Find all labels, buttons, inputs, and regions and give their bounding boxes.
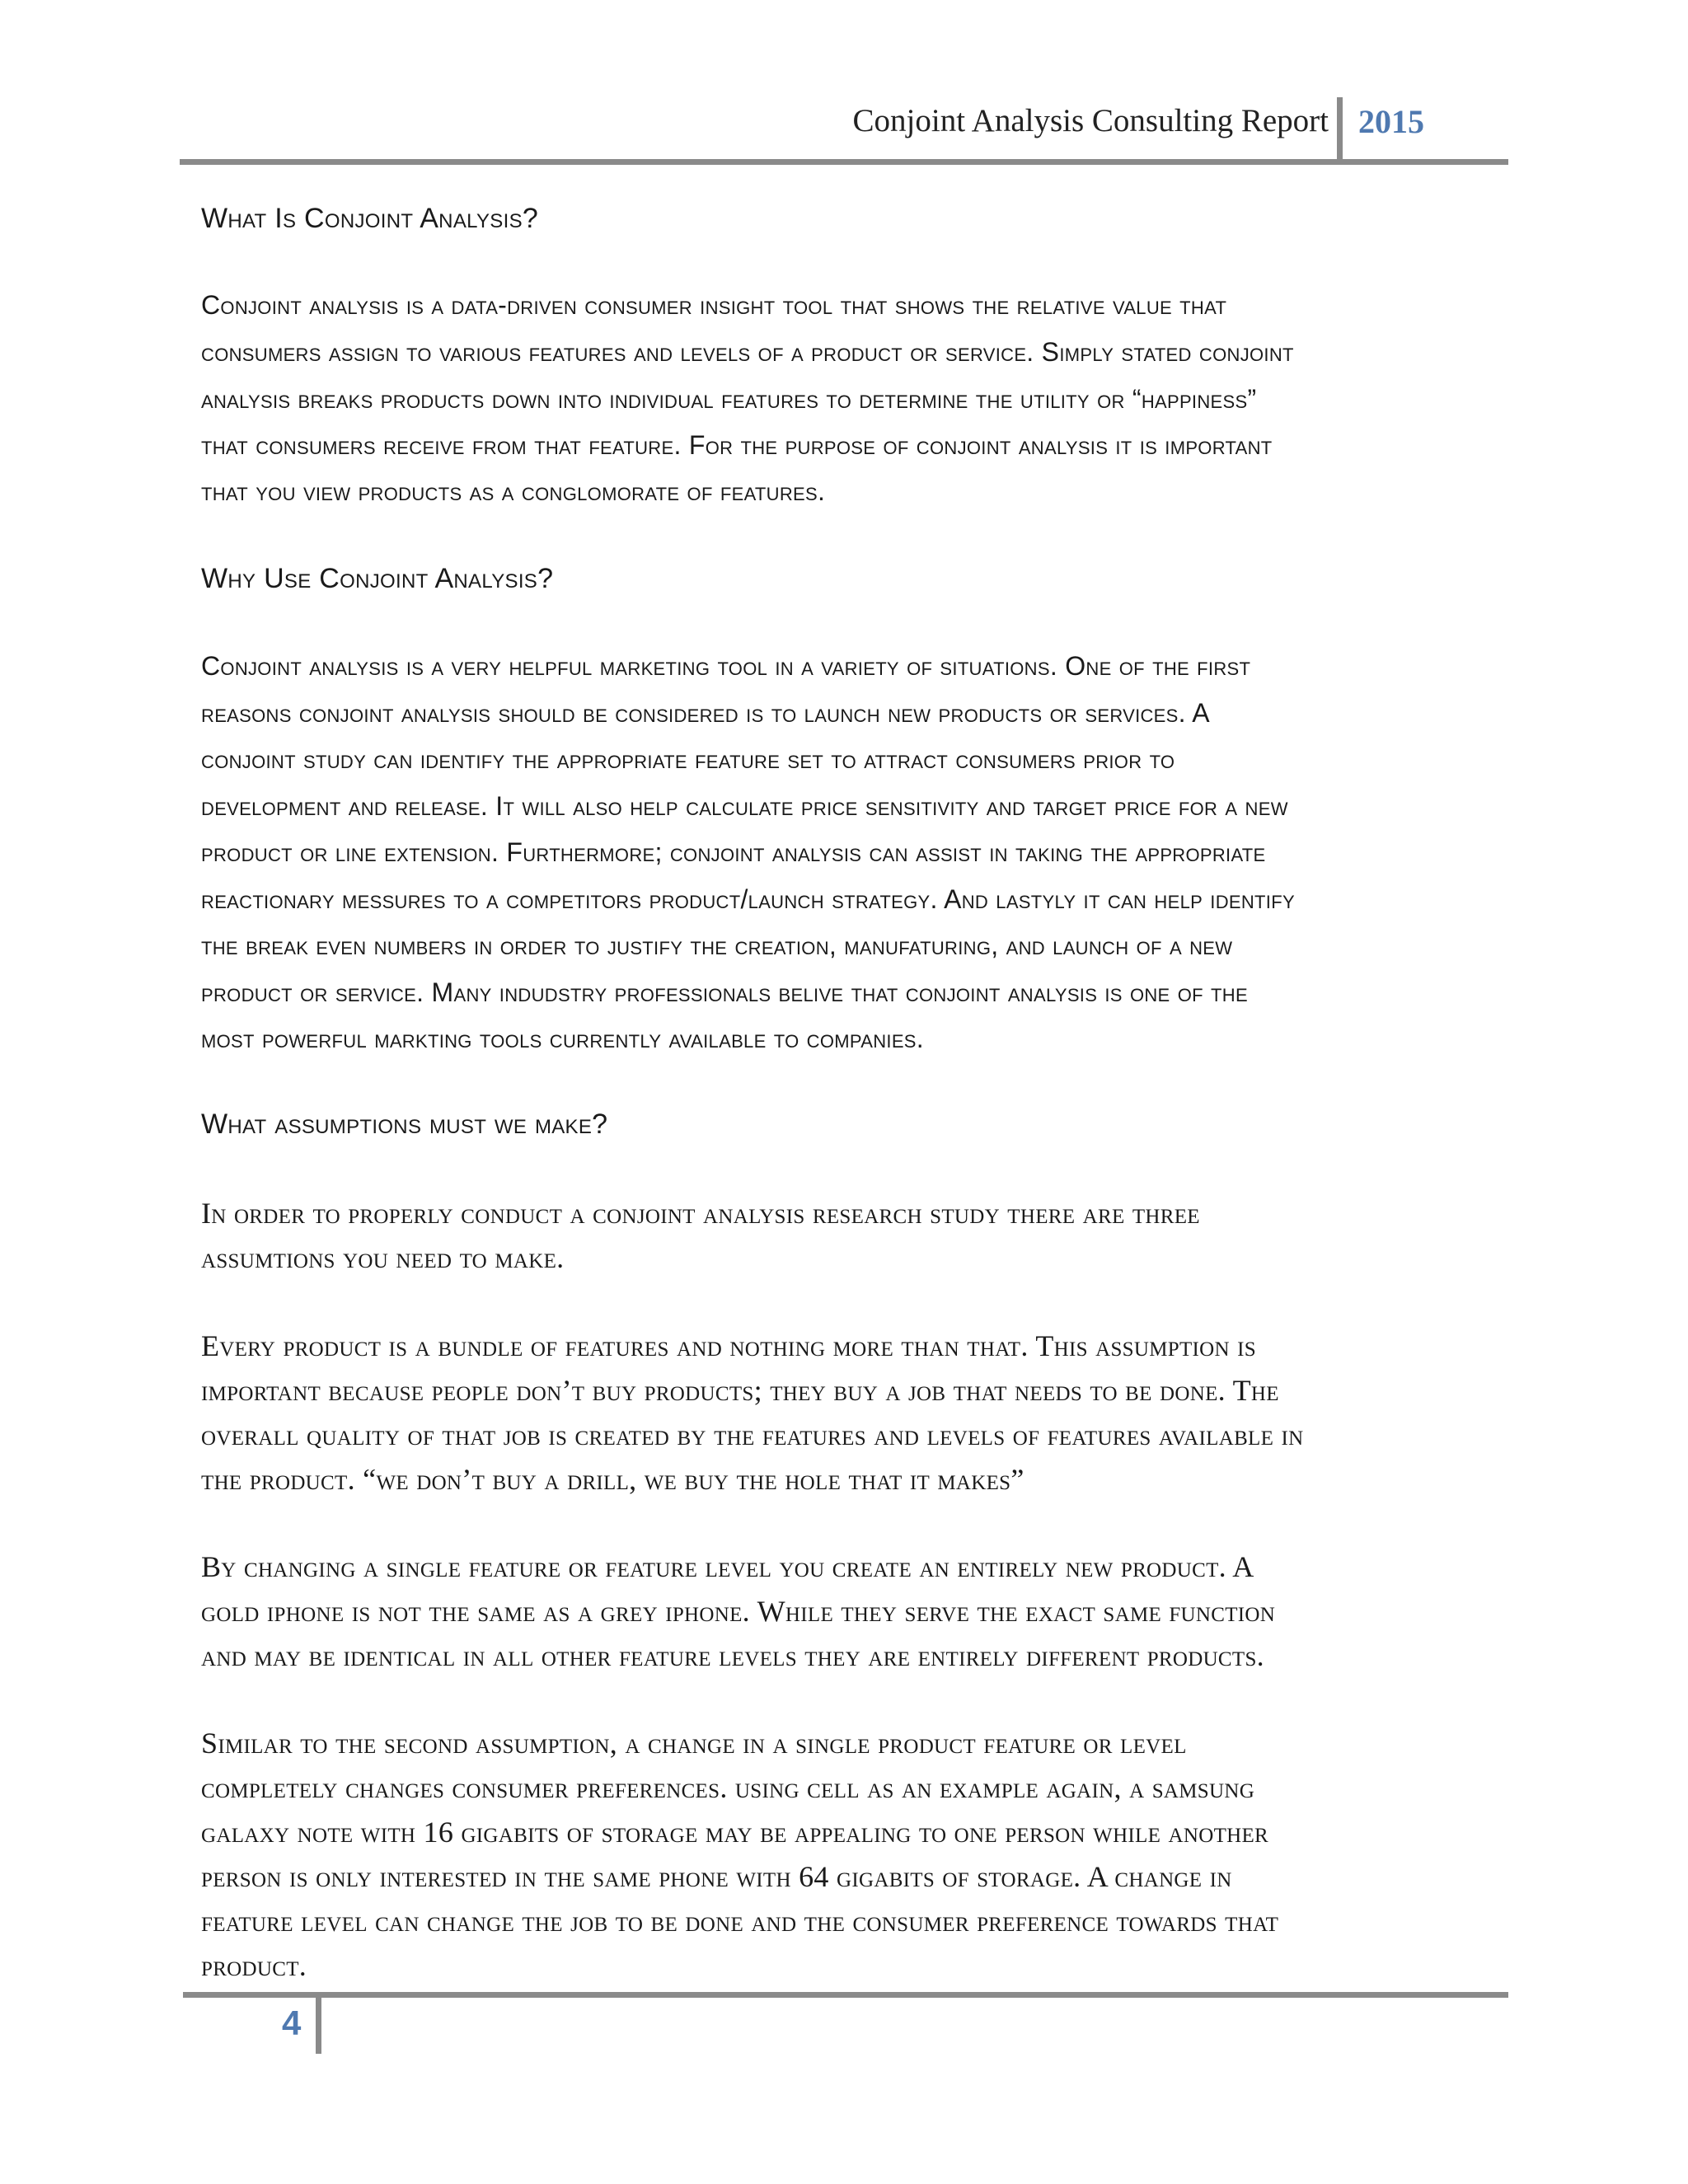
- paragraph-line: Conjoint analysis is a very helpful marketing tool in a variety of situations. One of the first: [201, 651, 1251, 681]
- paragraph-line: reactionary messures to a competitors product/launch strategy. And lastyly it can help identify: [201, 884, 1295, 914]
- header-rule: [180, 159, 1508, 165]
- paragraph-line: By changing a single feature or feature level you create an entirely new product. A: [201, 1550, 1254, 1583]
- page-number: 4: [282, 2004, 302, 2042]
- paragraph-line: consumers assign to various features and levels of a product or service. Simply stated conjoint: [201, 337, 1294, 367]
- paragraph-line: galaxy note with 16 gigabits of storage may be appealing to one person while another: [201, 1816, 1269, 1849]
- paragraph-line: most powerful markting tools currently available to companies.: [201, 1024, 924, 1053]
- paragraph-line: reasons conjoint analysis should be considered is to launch new products or services. A: [201, 698, 1210, 728]
- paragraph-line: analysis breaks products down into individual features to determine the utility or “happiness”: [201, 384, 1257, 414]
- paragraph-line: product or line extension. Furthermore; conjoint analysis can assist in taking the appropriate: [201, 837, 1266, 867]
- section-heading-why-use: Why Use Conjoint Analysis?: [201, 563, 554, 594]
- paragraph-line: Every product is a bundle of features and nothing more than that. This assumption is: [201, 1329, 1256, 1362]
- paragraph-line: overall quality of that job is created by the features and levels of features available in: [201, 1418, 1304, 1451]
- paragraph-line: the break even numbers in order to justify the creation, manufaturing, and launch of a new: [201, 930, 1233, 960]
- section-heading-what-is: What Is Conjoint Analysis?: [201, 203, 539, 234]
- paragraph-line: important because people don’t buy products; they buy a job that needs to be done. The: [201, 1374, 1279, 1407]
- paragraph-line: that you view products as a conglomorate of features.: [201, 476, 826, 506]
- paragraph-line: person is only interested in the same phone with 64 gigabits of storage. A change in: [201, 1860, 1232, 1893]
- paragraph-line: product or service. Many indudstry professionals belive that conjoint analysis is one of the: [201, 977, 1248, 1007]
- paragraph-line: Similar to the second assumption, a change in a single product feature or level: [201, 1727, 1187, 1760]
- paragraph-line: and may be identical in all other feature levels they are entirely different products.: [201, 1639, 1264, 1672]
- paragraph-line: the product. “we don’t buy a drill, we buy the hole that it makes”: [201, 1463, 1025, 1496]
- paragraph-line: product.: [201, 1949, 307, 1982]
- report-year: 2015: [1358, 103, 1424, 140]
- paragraph-line: conjoint study can identify the appropriate feature set to attract consumers prior to: [201, 744, 1175, 774]
- footer-divider: [316, 1998, 321, 2054]
- paragraph-line: Conjoint analysis is a data-driven consumer insight tool that shows the relative value that: [201, 290, 1227, 320]
- header-divider: [1337, 97, 1343, 160]
- paragraph-line: that consumers receive from that feature. For the purpose of conjoint analysis it is important: [201, 430, 1273, 460]
- report-title: Conjoint Analysis Consulting Report: [852, 103, 1329, 138]
- paragraph-line: feature level can change the job to be done and the consumer preference towards that: [201, 1905, 1279, 1938]
- footer-rule: [183, 1992, 1508, 1998]
- paragraph-line: development and release. It will also help calculate price sensitivity and target price for a new: [201, 791, 1288, 821]
- paragraph-line: completely changes consumer preferences. using cell as an example again, a samsung: [201, 1771, 1255, 1804]
- paragraph-line: gold iphone is not the same as a grey iphone. While they serve the exact same function: [201, 1595, 1276, 1628]
- paragraph-line: assumtions you need to make.: [201, 1241, 565, 1274]
- section-heading-assumptions: What assumptions must we make?: [201, 1108, 608, 1140]
- paragraph-line: In order to properly conduct a conjoint analysis research study there are three: [201, 1197, 1200, 1230]
